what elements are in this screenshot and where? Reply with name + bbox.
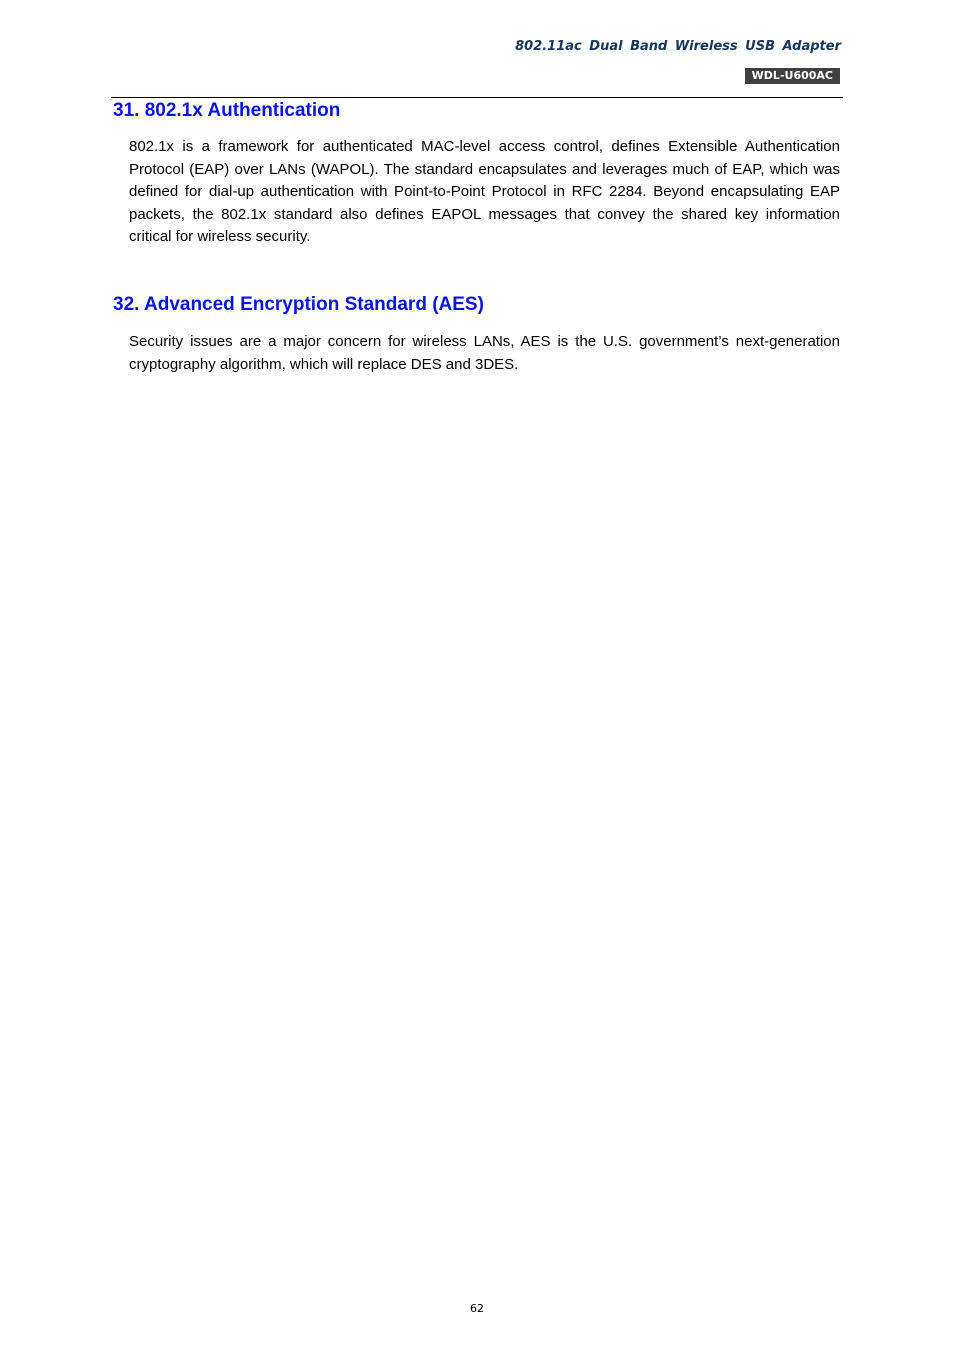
page-number: 62 xyxy=(470,1302,484,1315)
header-model-badge: WDL-U600AC xyxy=(745,68,840,84)
section-heading-8021x: 31. 802.1x Authentication xyxy=(113,100,341,121)
header-divider xyxy=(111,97,843,98)
section-heading-aes: 32. Advanced Encryption Standard (AES) xyxy=(113,294,484,315)
section-body-aes: Security issues are a major concern for wireless LANs, AES is the U.S. government’s next-generation cryptography algorithm, which will replace DES and 3DES. xyxy=(129,333,840,373)
header-product-name: 802.11ac Dual Band Wireless USB Adapter xyxy=(515,39,841,54)
section-body-8021x: 802.1x is a framework for authenticated MAC-level access control, defines Extensible Authentication Protocol (EAP) over LANs (WAPOL). The standard encapsulates and leverages much of EAP, which was defined for dial-up authentication with Point-to-Point Protocol in RFC 2284. Beyond encapsulating EAP packets, the 802.1x standard also defines EAPOL messages that convey the shared key information critical for wireless security. xyxy=(129,138,840,245)
